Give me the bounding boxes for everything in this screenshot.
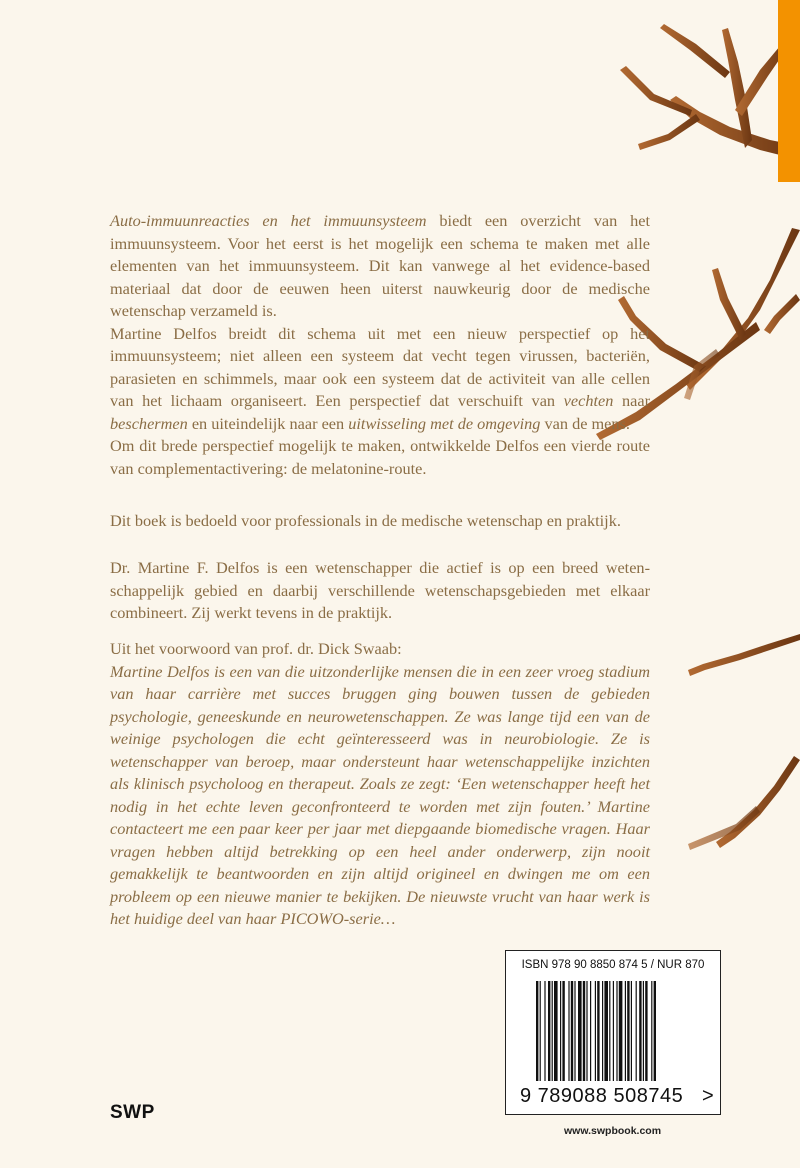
book-blurb	[110, 210, 650, 480]
isbn-barcode-box	[505, 950, 721, 1115]
barcode-bar	[590, 981, 591, 1081]
barcode-bar	[654, 981, 656, 1081]
barcode-bar	[583, 981, 585, 1081]
barcode-bar	[597, 981, 599, 1081]
barcode-bar	[586, 981, 587, 1081]
author-bio: Dr. Martine F. Delfos is een wetenschapper die actief is op een breed weten-schappelijk gebied en daarbij verschillende wetenschapsgebieden met elkaar combineert. Zij werkt tevens in de praktijk.	[110, 558, 650, 622]
barcode-bar	[602, 981, 603, 1081]
blurb-p2-vechten: vechten	[563, 391, 614, 410]
blurb-p2-b: naar	[613, 391, 651, 410]
blurb-p2-uitwisseling: uitwisseling met de omgeving	[348, 413, 541, 433]
barcode-bar	[536, 981, 538, 1081]
barcode-bar	[544, 981, 545, 1081]
blurb-paragraph-3: Om dit brede perspectief mogelijk te maken, ontwikkelde Delfos een vierde route van complementactivering: de melatonine-route.	[110, 436, 650, 478]
barcode-bar	[645, 981, 647, 1081]
barcode-bar	[560, 981, 561, 1081]
barcode-bar	[554, 981, 558, 1081]
barcode-bar	[609, 981, 610, 1081]
barcode-bar	[616, 981, 617, 1081]
isbn-label: ISBN 978 90 8850 874 5 / NUR 870	[521, 959, 705, 971]
barcode-bar	[578, 981, 582, 1081]
publisher-logo: SWP	[110, 1102, 155, 1123]
isbn-digits: 9 789088 508745	[520, 1085, 684, 1107]
foreword-intro: Uit het voorwoord van prof. dr. Dick Swaab:	[110, 639, 402, 658]
blurb-paragraph-2	[110, 323, 650, 436]
barcode-bar	[595, 981, 596, 1081]
blurb-p2-c: en uiteindelijk naar een	[187, 413, 349, 433]
barcode-bar	[562, 981, 564, 1081]
blurb-paragraph-1	[110, 210, 650, 323]
foreword-quote: Martine Delfos is een van die uitzonderlijke mensen die in een zeer vroeg stadium van haar carrière met succes bruggen ging bouwen tussen de gebieden psychologie, geneeskunde en neurowetenschappen. Ze was lange tijd een van de weinige psychologen die echt geïnteresseerd was in neurobiologie. Ze is wetenschapper van beroep, maar ondersteunt haar wetenschappelijke inzichten als klinisch psycholoog en therapeut. Zoals ze zegt: ‘Een wetenschapper heeft het nodig in het echte leven geconfronteerd te worden met zijn fouten.’ Martine contacteert me een paar keer per jaar met diepgaande biomedische vragen. Haar vragen hebben altijd betrekking op een heel ander onderwerp, zijn nooit gemakkelijk te beantwoorden en zijn altijd origineel en dwingen me om een probleem op een nieuwe manier te bekijken. De nieuwste vrucht van haar werk is het huidige deel van haar PICOWO-serie…	[110, 661, 650, 928]
foreword-excerpt	[110, 638, 650, 931]
publisher-website: www.swpbook.com	[564, 1125, 662, 1137]
barcode-bar	[568, 981, 569, 1081]
barcode-bar	[619, 981, 623, 1081]
barcode-bar	[548, 981, 550, 1081]
barcode-bar	[574, 981, 575, 1081]
barcode-bar	[571, 981, 573, 1081]
barcode-bar	[639, 981, 641, 1081]
barcode-bar	[643, 981, 644, 1081]
barcode-bar	[540, 981, 541, 1081]
barcode-bar	[552, 981, 553, 1081]
orange-spine-tab	[778, 0, 800, 182]
barcode-bar	[651, 981, 652, 1081]
barcode	[536, 981, 692, 1081]
blurb-p2-a: Martine Delfos breidt dit schema uit met een nieuw perspectief op het immuunsysteem; niet alleen een systeem dat vecht tegen virussen, bacteriën, parasieten en schimmels, maar ook een systeem dat de activiteit van alle cellen van het lichaam organiseert. Een perspectief dat verschuift van	[110, 323, 650, 410]
isbn-arrow: >	[702, 1085, 714, 1107]
blurb-p2-d: van de mens.	[540, 413, 630, 433]
barcode-bar	[631, 981, 632, 1081]
barcode-bar	[627, 981, 629, 1081]
audience-statement: Dit boek is bedoeld voor professionals in de medische wetenschap en praktijk.	[110, 511, 621, 530]
barcode-bar	[636, 981, 637, 1081]
blurb-paragraph-1-text: biedt een overzicht van het immuunsysteem. Voor het eerst is het mogelijk een schema te maken met alle elementen van het immuunsysteem. Dit kan vanwege al het evidence-based materiaal dat door de eeuwen heen uiterst nauwkeurig door de medische wetenschap verzameld is.	[110, 211, 650, 320]
barcode-bar	[625, 981, 626, 1081]
barcode-bar	[613, 981, 614, 1081]
barcode-bar	[604, 981, 608, 1081]
book-title-italic: Auto-immuunreacties en het immuunsysteem	[110, 211, 427, 230]
blurb-p2-beschermen: beschermen	[110, 413, 188, 433]
